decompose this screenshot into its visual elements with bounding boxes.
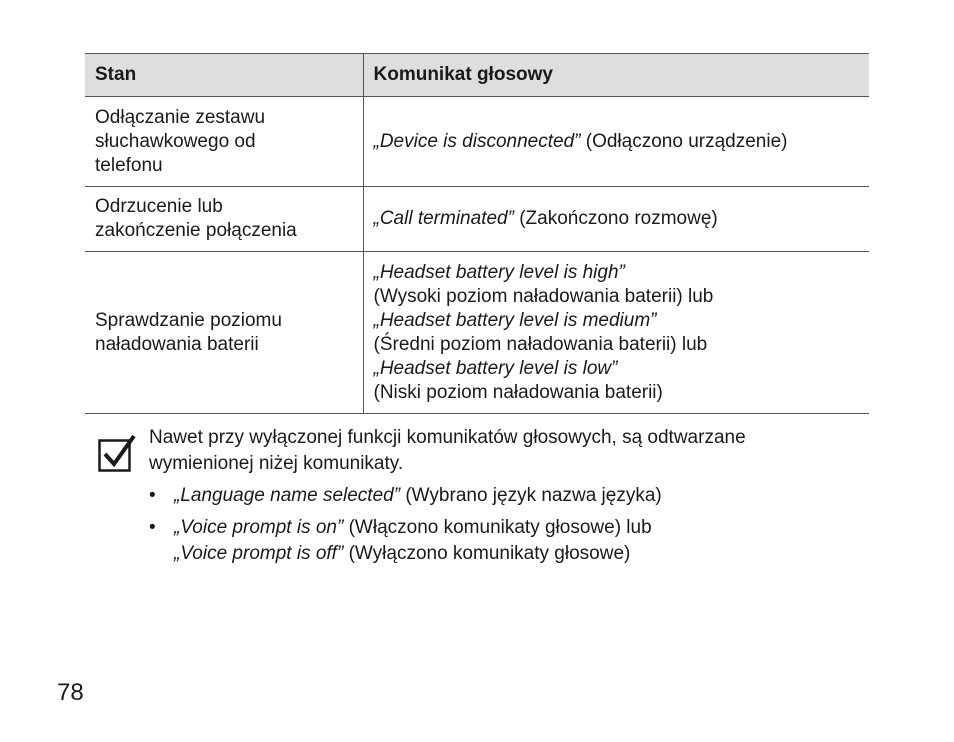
message-translation: (Odłączono urządzenie) — [580, 130, 788, 152]
table-row — [85, 97, 869, 187]
state-cell — [85, 97, 363, 187]
checkbox-check-icon — [97, 433, 137, 473]
state-cell — [85, 252, 363, 414]
list-item — [149, 483, 877, 509]
state-text: naładowania baterii — [95, 333, 259, 355]
message-line — [374, 357, 860, 381]
message-line — [374, 309, 860, 333]
header-state: Stan — [85, 54, 363, 97]
bullet-line — [174, 541, 877, 567]
state-text: słuchawkowego od — [95, 130, 256, 152]
message-translation: (Niski poziom naładowania baterii) — [373, 381, 663, 403]
message-prompt: „Call terminated” — [373, 208, 514, 229]
note-bullet-list — [97, 483, 877, 567]
message-prompt: „Device is disconnected” — [373, 130, 581, 152]
message-line — [374, 381, 860, 405]
state-text: telefonu — [95, 154, 163, 176]
table-header-row — [85, 54, 869, 97]
state-text: Odłączanie zestawu — [95, 106, 266, 128]
message-translation: (Średni poziom naładowania baterii) lub — [373, 333, 708, 355]
message-line — [374, 130, 860, 154]
page-number: 78 — [57, 679, 84, 706]
message-line — [374, 261, 860, 285]
note-text — [149, 425, 877, 477]
state-cell — [85, 187, 363, 252]
header-voice-message: Komunikat głosowy — [363, 54, 869, 97]
message-line — [374, 285, 860, 309]
message-cell — [363, 252, 869, 414]
message-prompt: „Headset battery level is low” — [373, 357, 618, 379]
message-prompt: „Headset battery level is medium” — [373, 309, 657, 331]
state-text: zakończenie połączenia — [95, 220, 297, 241]
note-line: Nawet przy wyłączonej funkcji komunikatów głosowych, są odtwarzane — [149, 427, 746, 448]
note-section — [97, 425, 877, 567]
bullet-prompt: „Voice prompt is off” — [174, 543, 344, 564]
bullet-icon: • — [149, 485, 156, 506]
bullet-prompt: „Language name selected” — [174, 485, 401, 506]
bullet-translation: (Wybrano język nazwa języka) — [400, 485, 662, 506]
bullet-translation: (Włączono komunikaty głosowe) lub — [343, 517, 652, 538]
bullet-icon: • — [149, 517, 156, 538]
bullet-prompt: „Voice prompt is on” — [174, 517, 344, 538]
message-translation: (Wysoki poziom naładowania baterii) lub — [373, 285, 714, 307]
message-prompt: „Headset battery level is high” — [373, 261, 625, 283]
message-cell — [363, 187, 869, 252]
bullet-line — [174, 515, 877, 541]
bullet-translation: (Wyłączono komunikaty głosowe) — [343, 543, 631, 564]
note-line: wymienionej niżej komunikaty. — [149, 453, 404, 474]
bullet-line — [174, 483, 877, 509]
message-cell — [363, 97, 869, 187]
voice-prompt-table — [85, 53, 869, 414]
state-text: Sprawdzanie poziomu — [95, 309, 282, 331]
message-line — [374, 207, 860, 231]
table-row — [85, 252, 869, 414]
table-row — [85, 187, 869, 252]
state-text: Odrzucenie lub — [95, 196, 223, 217]
message-translation: (Zakończono rozmowę) — [513, 208, 718, 229]
list-item — [149, 515, 877, 567]
message-line — [374, 333, 860, 357]
